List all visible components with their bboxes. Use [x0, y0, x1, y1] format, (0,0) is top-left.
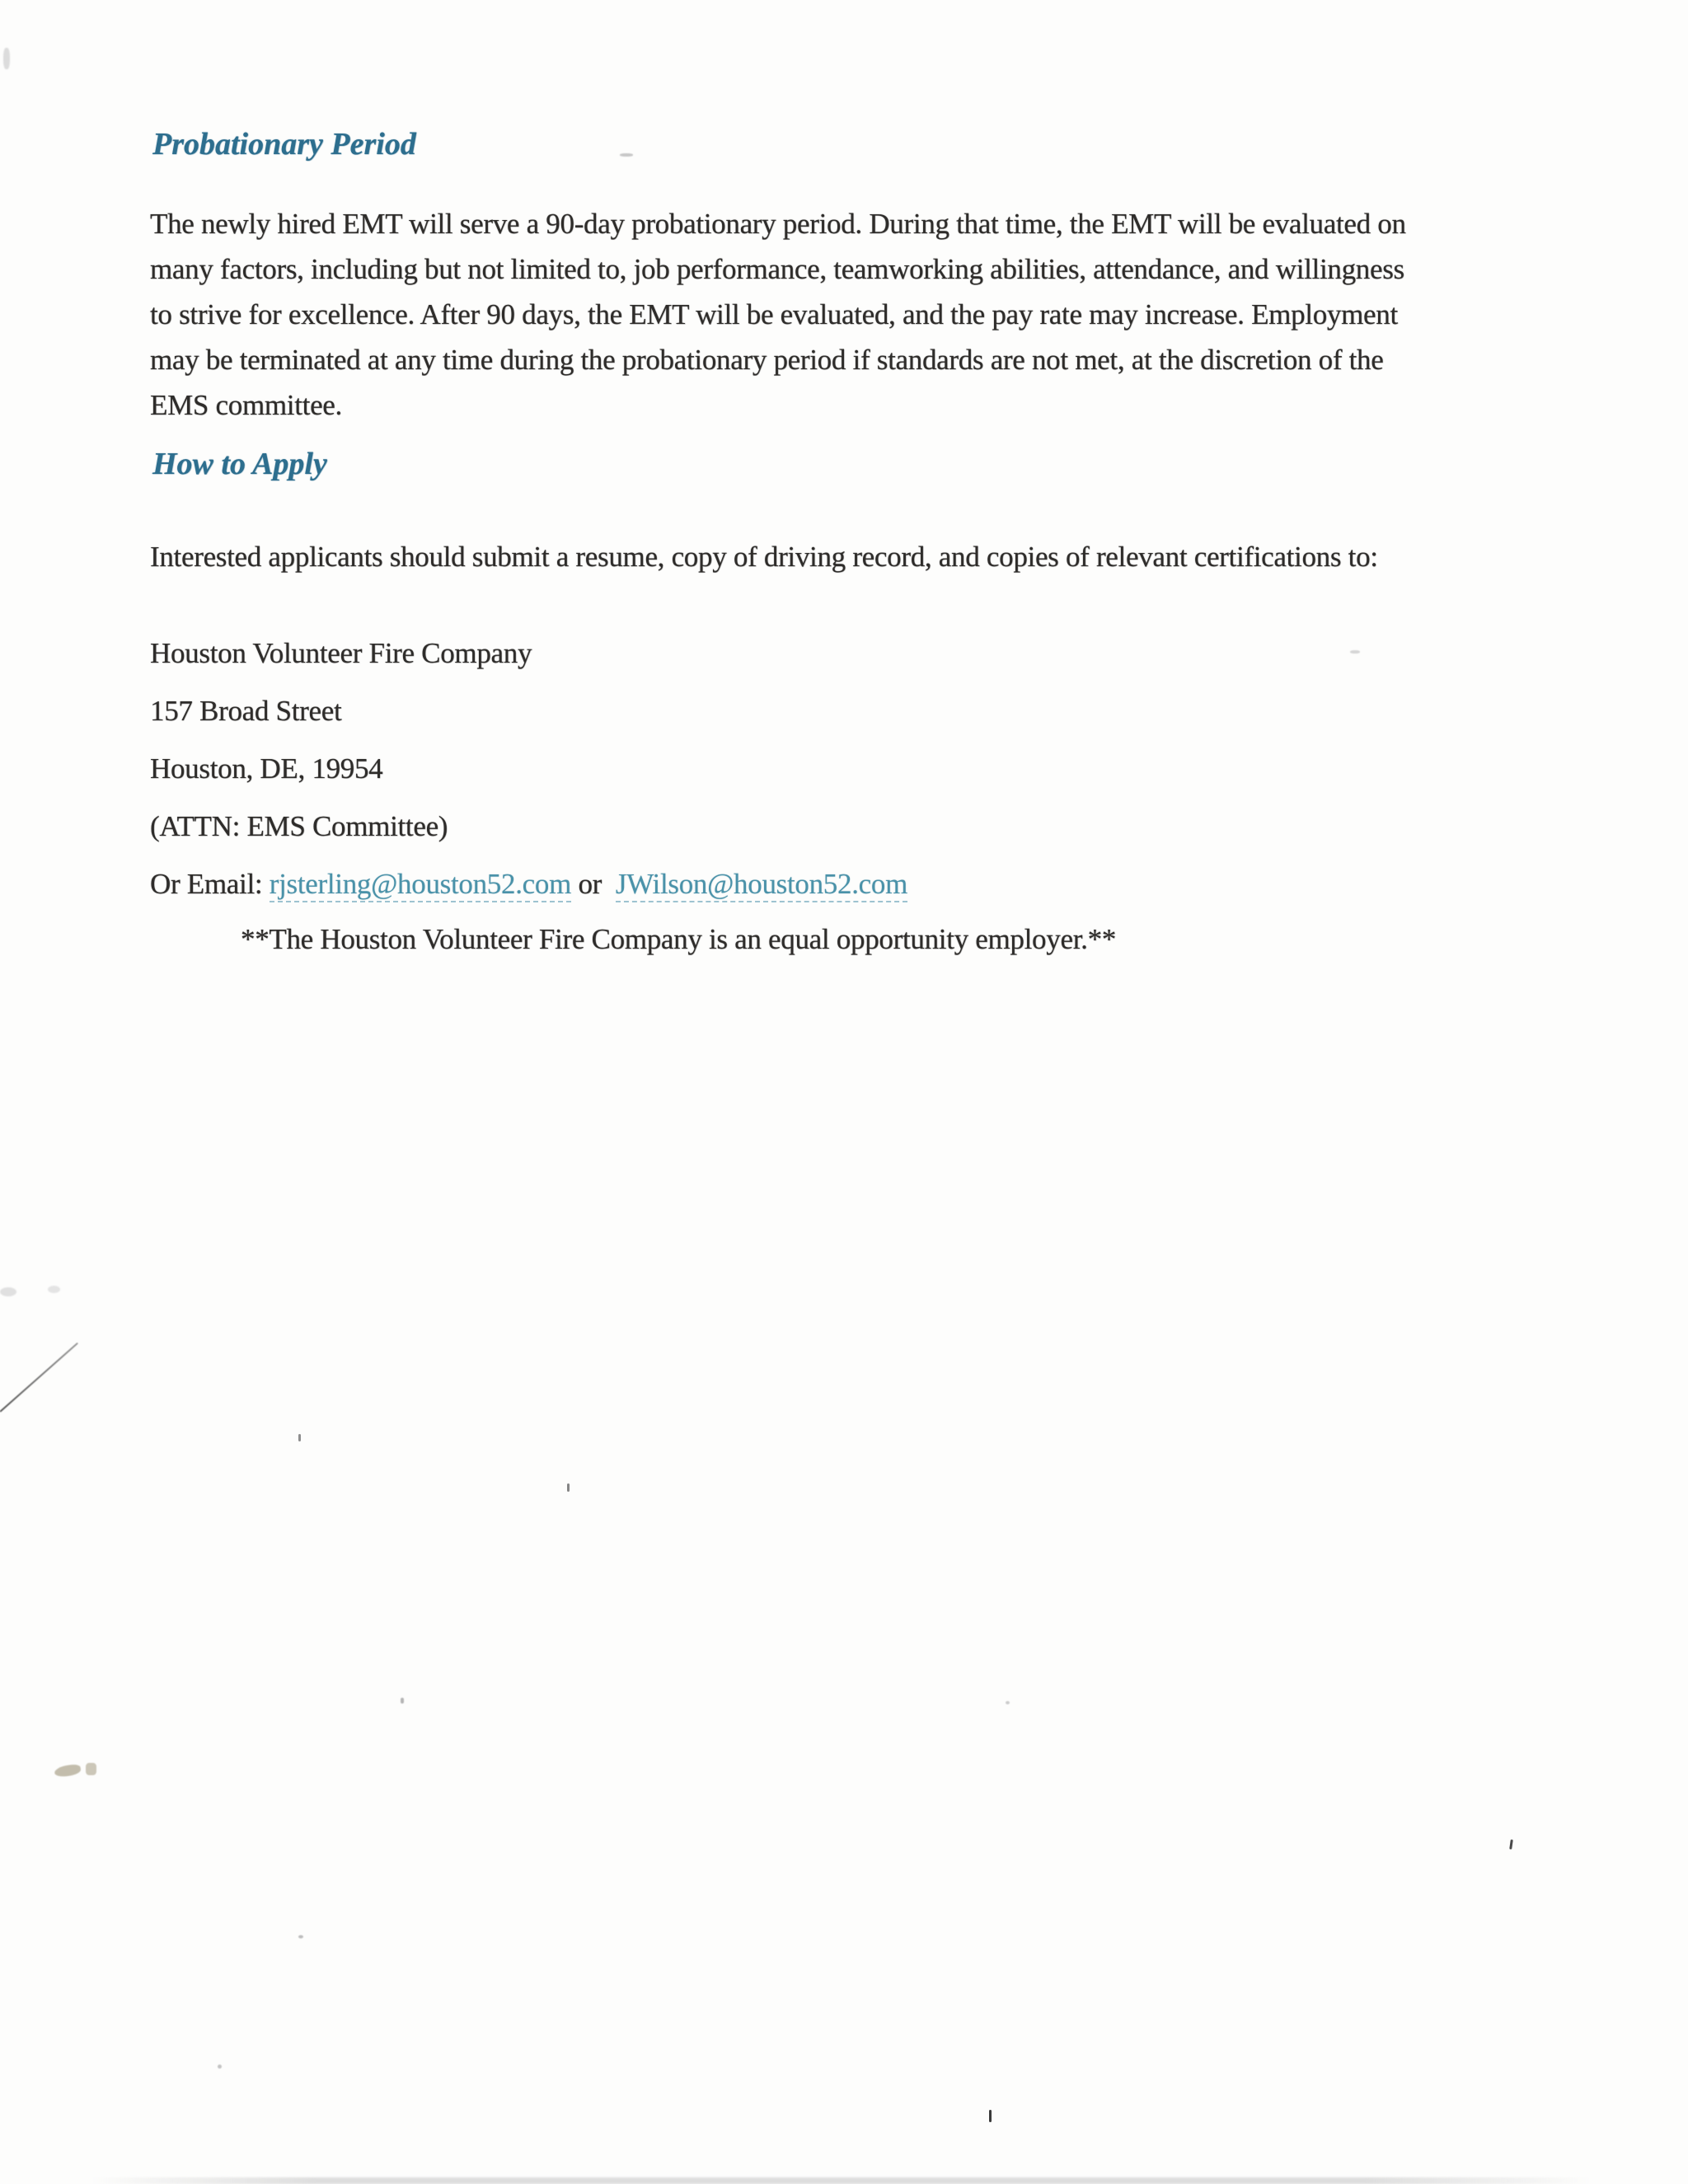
paragraph-line: EMS committee.: [150, 389, 342, 421]
email-line: [150, 855, 1386, 913]
scan-artifact-smudge: [86, 1763, 96, 1775]
scan-artifact-speck: [1006, 1701, 1010, 1704]
heading-how-to-apply: How to Apply: [152, 447, 327, 481]
scan-artifact-speck: [401, 1698, 404, 1704]
scan-artifact-speck: [620, 153, 633, 157]
scan-artifact-speck: [298, 1935, 303, 1938]
heading-probationary-period: Probationary Period: [152, 127, 416, 162]
scan-artifact-speck: [218, 2064, 222, 2069]
scan-artifact-speck: [3, 48, 10, 69]
scan-artifact-speck: [0, 1287, 16, 1296]
scan-artifact-speck: [48, 1286, 60, 1293]
scan-artifact-bottom-edge: [91, 2177, 1591, 2184]
paragraph-line: to strive for excellence. After 90 days, the EMT will be evaluated, and the pay rate may increase. Employment: [150, 298, 1398, 330]
address-line-street: 157 Broad Street: [150, 695, 342, 727]
how-to-apply-paragraph: Interested applicants should submit a resume, copy of driving record, and copies of relevant certifications to:: [150, 541, 1378, 573]
contact-block: [150, 625, 1386, 913]
address-line-company: Houston Volunteer Fire Company: [150, 637, 532, 669]
scan-artifact-mark: [989, 2110, 992, 2122]
paragraph-line: many factors, including but not limited to, job performance, teamworking abilities, attendance, and willingness: [150, 253, 1404, 285]
probationary-period-paragraph: [150, 201, 1568, 428]
paragraph-line: may be terminated at any time during the probationary period if standards are not met, at the discretion of the: [150, 344, 1384, 376]
scan-artifact-mark: [1509, 1840, 1513, 1849]
scan-artifact-diagonal-line: [0, 1343, 78, 1413]
equal-opportunity-disclaimer: **The Houston Volunteer Fire Company is an equal opportunity employer.**: [241, 923, 1116, 955]
email-link-jwilson[interactable]: JWilson@houston52.com: [616, 868, 907, 902]
scan-artifact-speck: [567, 1483, 570, 1492]
address-line-attn: (ATTN: EMS Committee): [150, 810, 448, 842]
scan-artifact-speck: [298, 1434, 301, 1441]
email-line-separator: or: [571, 868, 616, 900]
email-line-prefix: Or Email:: [150, 868, 270, 900]
paragraph-line: The newly hired EMT will serve a 90-day probationary period. During that time, the EMT will be evaluated on: [150, 208, 1406, 240]
email-link-rjsterling[interactable]: rjsterling@houston52.com: [270, 868, 571, 902]
scan-artifact-smudge: [54, 1764, 81, 1778]
address-line-city-state-zip: Houston, DE, 19954: [150, 752, 383, 785]
